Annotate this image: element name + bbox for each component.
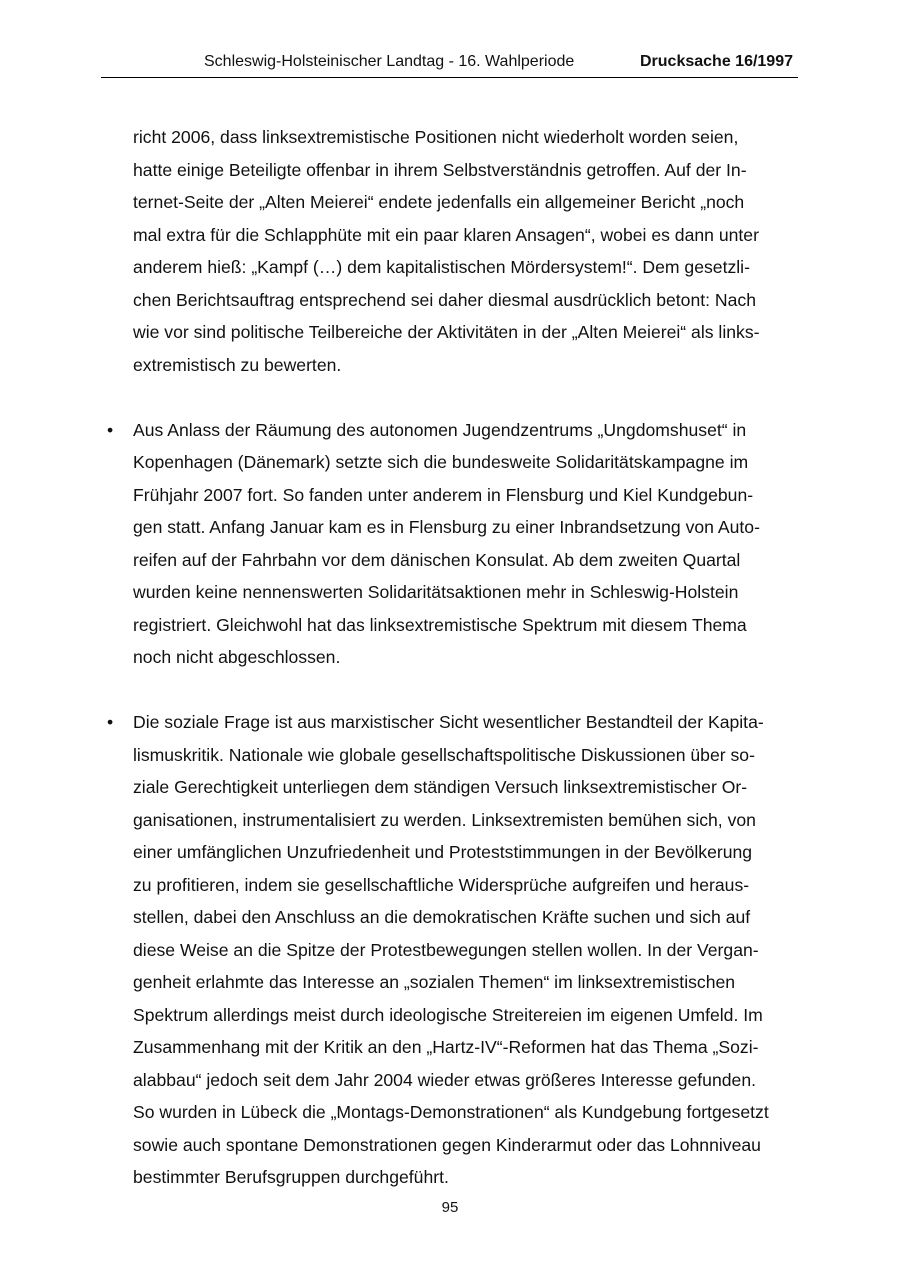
text-line: Aus Anlass der Räumung des autonomen Jugendzentrums „Ungdomshuset“ in: [133, 419, 747, 440]
paragraph-text: [133, 414, 798, 674]
text-line: zu profitieren, indem sie gesellschaftliche Widersprüche aufgreifen und heraus-: [133, 874, 750, 895]
bullet-item-soziale-frage: [107, 706, 798, 1194]
text-line: einer umfänglichen Unzufriedenheit und Proteststimmungen in der Bevölkerung: [133, 842, 753, 862]
document-number: Drucksache 16/1997: [640, 53, 793, 70]
page-header: [101, 50, 798, 78]
text-line: ziale Gerechtigkeit unterliegen dem ständigen Versuch linksextremistischer Or-: [133, 777, 748, 797]
text-line: chen Berichtsauftrag entsprechend sei daher diesmal ausdrücklich betont: Nach: [133, 289, 756, 310]
paragraph-text: [133, 121, 798, 381]
header-title: Schleswig-Holsteinischer Landtag - 16. Wahlperiode: [204, 53, 575, 70]
text-line: So wurden in Lübeck die „Montags-Demonstrationen“ als Kundgebung fortgesetzt: [133, 1102, 769, 1122]
text-line: richt 2006, dass linksextremistische Positionen nicht wiederholt worden seien,: [133, 127, 739, 147]
paragraph-gap: [133, 381, 798, 414]
text-line: Die soziale Frage ist aus marxistischer Sicht wesentlicher Bestandteil der Kapita-: [133, 712, 764, 732]
text-line: wurden keine nennenswerten Solidaritätsaktionen mehr in Schleswig-Holstein: [133, 582, 739, 602]
text-line: hatte einige Beteiligte offenbar in ihrem Selbstverständnis getroffen. Auf der In-: [133, 159, 747, 180]
text-line: ternet-Seite der „Alten Meierei“ endete jedenfalls ein allgemeiner Bericht „noch: [133, 192, 745, 212]
page-number: 95: [441, 1199, 459, 1216]
text-line: Frühjahr 2007 fort. So fanden unter anderem in Flensburg und Kiel Kundgebun-: [133, 484, 754, 505]
text-line: anderem hieß: „Kampf (…) dem kapitalistischen Mördersystem!“. Dem gesetzli-: [133, 257, 750, 277]
text-line: reifen auf der Fahrbahn vor dem dänischen Konsulat. Ab dem zweiten Quartal: [133, 549, 741, 570]
text-line: alabbau“ jedoch seit dem Jahr 2004 wieder etwas größeres Interesse gefunden.: [133, 1069, 756, 1090]
text-line: lismuskritik. Nationale wie globale gesellschaftspolitische Diskussionen über so-: [133, 744, 755, 765]
text-line: diese Weise an die Spitze der Protestbewegungen stellen wollen. In der Vergan-: [133, 939, 759, 960]
paragraph-continuation: [133, 121, 798, 381]
bullet-item-ungdomshuset: [107, 414, 798, 674]
text-line: noch nicht abgeschlossen.: [133, 647, 341, 667]
text-line: extremistisch zu bewerten.: [133, 354, 342, 375]
text-line: Kopenhagen (Dänemark) setzte sich die bundesweite Solidaritätskampagne im: [133, 452, 749, 472]
text-line: registriert. Gleichwohl hat das linksextremistische Spektrum mit diesem Thema: [133, 614, 747, 635]
text-line: stellen, dabei den Anschluss an die demokratischen Kräfte suchen und sich auf: [133, 907, 751, 927]
text-line: gen statt. Anfang Januar kam es in Flensburg zu einer Inbrandsetzung von Auto-: [133, 517, 760, 537]
paragraph-gap: [133, 674, 798, 707]
text-line: ganisationen, instrumentalisiert zu werden. Linksextremisten bemühen sich, von: [133, 809, 756, 830]
text-line: wie vor sind politische Teilbereiche der Aktivitäten in der „Alten Meierei“ als links-: [133, 322, 760, 342]
text-line: genheit erlahmte das Interesse an „sozialen Themen“ im linksextremistischen: [133, 972, 736, 992]
paragraph-text: [133, 706, 798, 1194]
text-line: bestimmter Berufsgruppen durchgeführt.: [133, 1167, 449, 1187]
text-line: Spektrum allerdings meist durch ideologische Streitereien im eigenen Umfeld. Im: [133, 1004, 763, 1025]
text-line: mal extra für die Schlapphüte mit ein paar klaren Ansagen“, wobei es dann unter: [133, 224, 759, 245]
text-line: Zusammenhang mit der Kritik an den „Hartz-IV“-Reformen hat das Thema „Sozi-: [133, 1037, 759, 1057]
body-text: [107, 121, 798, 1194]
bullet-icon: •: [107, 419, 114, 440]
text-line: sowie auch spontane Demonstrationen gegen Kinderarmut oder das Lohnniveau: [133, 1134, 761, 1155]
bullet-icon: •: [107, 712, 114, 732]
